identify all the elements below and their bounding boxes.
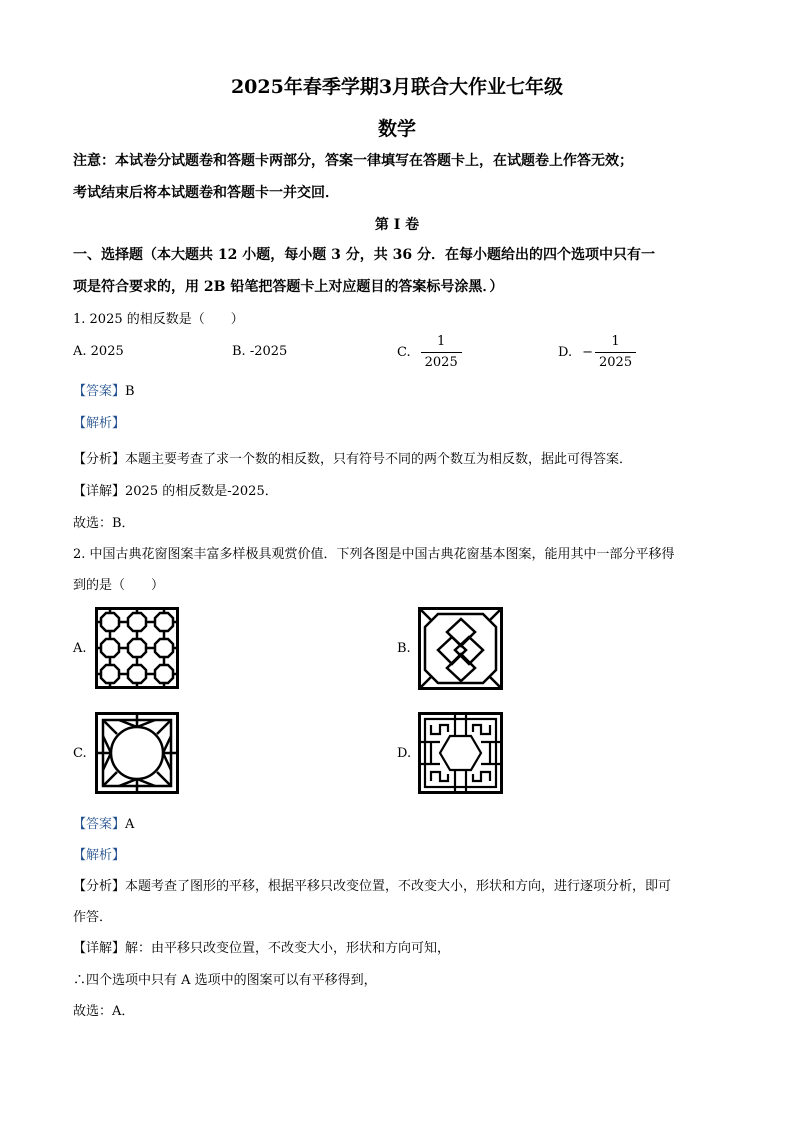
- q2-xiangjie-line: [73, 937, 450, 956]
- q1-fenxi-line: [73, 448, 632, 467]
- fenxi-tag: 【分析】: [73, 452, 126, 467]
- q1-xiangjie-line: [73, 480, 278, 499]
- q2-fenxi-1: 本题考查了图形的平移，根据平移只改变位置，不改变大小，形状和方向，进行逐项分析，即可: [125, 879, 672, 894]
- q1-choose: 故选：B．: [73, 516, 135, 531]
- q2-fenxi-line-2: 作答．: [73, 910, 113, 925]
- q1-option-d: [558, 334, 636, 371]
- xiangjie-tag: 【详解】: [73, 941, 126, 956]
- q2-xiangjie: 解：由平移只改变位置，不改变大小，形状和方向可知，: [125, 941, 451, 956]
- q1-option-d-fraction: [595, 334, 636, 371]
- q2-label-d: D.: [397, 746, 412, 761]
- q2-stem-line-2: 到的是（ ）: [73, 578, 165, 593]
- q1-answer-line: [73, 380, 135, 399]
- answer-tag: 【答案】: [73, 817, 126, 832]
- q2-label-c: C.: [73, 746, 87, 761]
- notice-line-1: 注意：本试卷分试题卷和答题卡两部分，答案一律填写在答题卡上，在试题卷上作答无效；: [73, 153, 633, 169]
- fraction-numerator: 1: [437, 334, 446, 349]
- window-pattern-a: [95, 607, 179, 689]
- q2-fenxi-line-1: [73, 875, 671, 894]
- volume-heading: 第 I 卷: [374, 217, 420, 233]
- q1-option-c: [397, 334, 462, 371]
- q1-option-b: B. -2025: [232, 344, 288, 359]
- section-line-2: 项是符合要求的，用 2B 铅笔把答题卡上对应题目的答案标号涂黑．）: [73, 279, 504, 295]
- q1-stem: 1. 2025 的相反数是（ ）: [73, 312, 244, 327]
- q1-fenxi: 本题主要考查了求一个数的相反数，只有符号不同的两个数互为相反数，据此可得答案．: [125, 452, 633, 467]
- q1-answer: B: [125, 384, 135, 399]
- q2-answer-line: [73, 813, 134, 832]
- window-pattern-b: [418, 607, 503, 690]
- q1-analysis-tag: 【解析】: [73, 416, 126, 431]
- q1-xiangjie: 2025 的相反数是-2025．: [125, 484, 278, 499]
- q2-answer: A: [125, 817, 135, 832]
- fraction-numerator: 1: [611, 334, 620, 349]
- q1-option-d-sign: −: [582, 345, 593, 360]
- answer-tag: 【答案】: [73, 384, 126, 399]
- q2-label-a: A.: [73, 641, 87, 656]
- fraction-denominator: 2025: [595, 352, 636, 371]
- q1-option-d-label: D.: [558, 345, 573, 360]
- q2-analysis-tag: 【解析】: [73, 848, 126, 863]
- q2-stem-line-1: 2. 中国古典花窗图案丰富多样极具观赏价值．下列各图是中国古典花窗基本图案，能用其中一部分平移得: [73, 547, 675, 562]
- section-line-1: 一、选择题（本大题共 12 小题，每小题 3 分，共 36 分．在每小题给出的四个选项中只有一: [73, 247, 655, 263]
- fenxi-tag: 【分析】: [73, 879, 126, 894]
- q2-therefore: ∴四个选项中只有 A 选项中的图案可以有平移得到，: [73, 973, 377, 988]
- q2-label-b: B.: [397, 641, 411, 656]
- window-pattern-c: [95, 712, 179, 794]
- subject-title: 数学: [377, 118, 416, 140]
- window-pattern-d: [418, 712, 503, 794]
- notice-line-2: 考试结束后将本试题卷和答题卡一并交回．: [73, 185, 339, 201]
- page-title: 2025年春季学期3月联合大作业七年级: [230, 76, 564, 98]
- fraction-denominator: 2025: [421, 352, 462, 371]
- q1-option-a: A. 2025: [73, 344, 124, 359]
- xiangjie-tag: 【详解】: [73, 484, 126, 499]
- q2-choose: 故选：A．: [73, 1004, 135, 1019]
- q1-option-c-fraction: [421, 334, 462, 371]
- q1-option-c-label: C.: [397, 345, 411, 360]
